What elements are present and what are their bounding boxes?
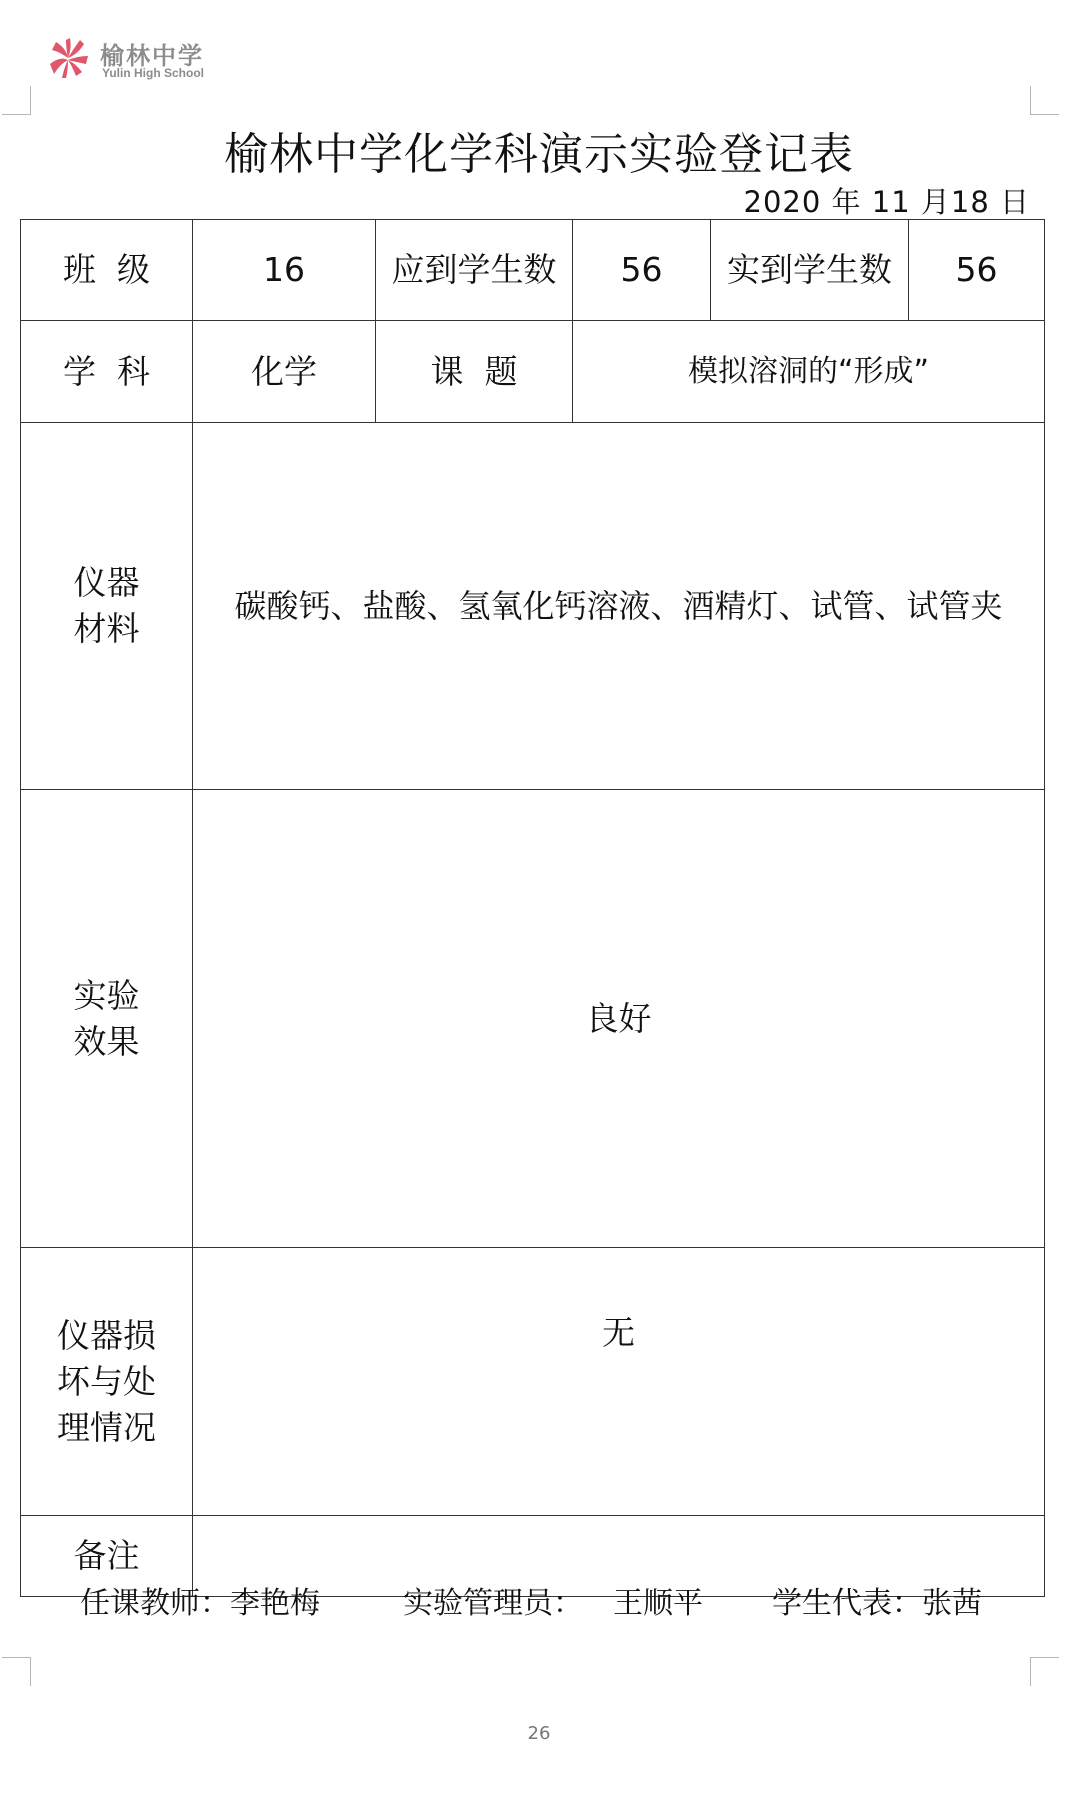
table-row <box>21 220 1045 321</box>
effect-label-line-1: 实验 <box>73 975 140 1015</box>
topic-label: 课 题 <box>376 321 573 423</box>
crop-mark-top-right <box>1030 86 1059 115</box>
manager-name: 王顺平 <box>613 1586 703 1621</box>
student-name: 张茜 <box>922 1586 982 1621</box>
remarks-label: 备注 <box>21 1516 193 1597</box>
school-logo-name: 榆林中学 <box>100 41 204 70</box>
teacher-name: 李艳梅 <box>230 1586 320 1621</box>
equipment-label-line-1: 仪器 <box>73 563 140 602</box>
damage-label <box>21 1248 193 1516</box>
actual-students-value: 56 <box>909 220 1045 321</box>
equipment-label-line-2: 材料 <box>73 609 140 648</box>
teacher-signature <box>80 1578 320 1622</box>
table-row <box>21 423 1045 790</box>
damage-label-line-1: 仪器损 <box>57 1315 156 1355</box>
subject-label: 学 科 <box>21 321 193 423</box>
expected-students-value: 56 <box>573 220 711 321</box>
registration-table <box>20 219 1045 1597</box>
effect-value: 良好 <box>193 790 1045 1248</box>
expected-students-label: 应到学生数 <box>376 220 573 321</box>
manager-label: 实验管理员： <box>403 1586 583 1621</box>
topic-value: 模拟溶洞的“形成” <box>573 321 1045 423</box>
student-label: 学生代表： <box>772 1586 922 1621</box>
damage-value: 无 <box>193 1248 1045 1516</box>
manager-signature <box>403 1578 703 1622</box>
class-value: 16 <box>193 220 376 321</box>
table-row <box>21 321 1045 423</box>
damage-label-line-2: 坏与处 <box>57 1361 156 1401</box>
effect-label-line-2: 效果 <box>73 1021 140 1061</box>
student-signature <box>772 1578 982 1622</box>
crop-mark-bottom-left <box>2 1657 31 1686</box>
equipment-value: 碳酸钙、盐酸、氢氧化钙溶液、酒精灯、试管、试管夹 <box>193 423 1045 790</box>
crop-mark-bottom-right <box>1030 1657 1059 1686</box>
crop-mark-top-left <box>2 86 31 115</box>
effect-label <box>21 790 193 1248</box>
damage-label-line-3: 理情况 <box>57 1407 156 1447</box>
school-emblem-icon <box>46 34 90 80</box>
actual-students-label: 实到学生数 <box>711 220 909 321</box>
school-logo <box>46 34 236 84</box>
page-title: 榆林中学化学科演示实验登记表 <box>224 129 854 180</box>
table-row <box>21 1248 1045 1516</box>
class-label: 班 级 <box>21 220 193 321</box>
table-row <box>21 790 1045 1248</box>
school-logo-english: Yulin High School <box>102 66 204 80</box>
subject-value: 化学 <box>193 321 376 423</box>
teacher-label: 任课教师： <box>80 1586 230 1621</box>
equipment-label <box>21 423 193 790</box>
record-date: 2020 年 11 月18 日 <box>743 185 1030 219</box>
page-number: 26 <box>527 1723 551 1744</box>
